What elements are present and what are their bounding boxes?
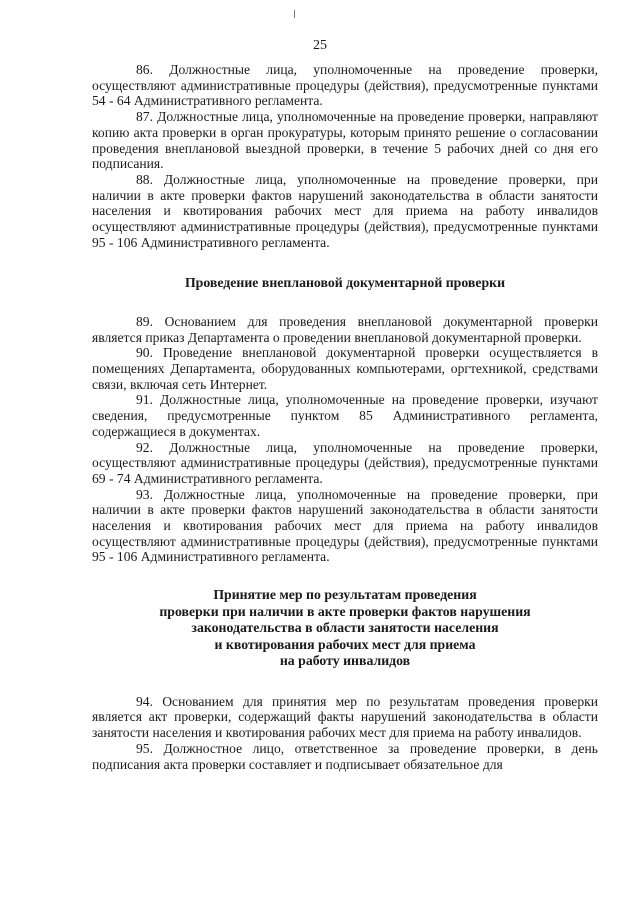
paragraph-94: 94. Основанием для принятия мер по результатам проведения проверки является акт проверки, содержащий факты нарушений законодательства в области занятости населения и квотирования рабочих мест для приема на работу инвалидов.: [92, 693, 598, 741]
paragraph-93: 93. Должностные лица, уполномоченные на проведение проверки, при наличии в акте проверки фактов нарушений законодательства в области занятости населения и квотирования рабочих мест для приема на работу инвалидов осуществляют административные процедуры (действия), предусмотренные пунктами 95 - 106 Административного регламента.: [92, 486, 598, 565]
paragraph-92: 92. Должностные лица, уполномоченные на проведение проверки, осуществляют административные процедуры (действия), предусмотренные пунктами 69 - 74 Административного регламента.: [92, 439, 598, 486]
document-body: [92, 62, 598, 772]
heading-line: Принятие мер по результатам проведения: [213, 587, 477, 603]
paragraph-89: 89. Основанием для проведения внеплановой документарной проверки является приказ Департамента о проведении внеплановой документарной проверки.: [92, 313, 598, 345]
paragraph-86: 86. Должностные лица, уполномоченные на проведение проверки, осуществляют административные процедуры (действия), предусмотренные пунктами 54 - 64 Административного регламента.: [92, 62, 598, 109]
section-heading-measures-on-results: [92, 587, 598, 670]
paragraph-88: 88. Должностные лица, уполномоченные на проведение проверки, при наличии в акте проверки фактов нарушений законодательства в области занятости населения и квотирования рабочих мест для приема на работу инвалидов осуществляют административные процедуры (действия), предусмотренные пунктами 95 - 106 Административного регламента.: [92, 171, 598, 250]
paragraph-91: 91. Должностные лица, уполномоченные на проведение проверки, изучают сведения, предусмотренные пунктом 85 Административного регламента, содержащиеся в документах.: [92, 392, 598, 439]
page-number: 25: [313, 38, 327, 53]
heading-line: проверки при наличии в акте проверки фактов нарушения: [159, 603, 531, 619]
heading-line: и квотирования рабочих мест для приема: [214, 636, 476, 652]
section-heading-unscheduled-documentary-check: [92, 275, 598, 292]
heading-line: Проведение внеплановой документарной проверки: [184, 275, 506, 291]
paragraph-95: 95. Должностное лицо, ответственное за проведение проверки, в день подписания акта проверки составляет и подписывает обязательное для: [92, 740, 598, 772]
paragraph-90: 90. Проведение внеплановой документарной проверки осуществляется в помещениях Департамента, оборудованных компьютерами, оргтехникой, средствами связи, включая сеть Интернет.: [92, 345, 598, 392]
paragraph-87: 87. Должностные лица, уполномоченные на проведение проверки, направляют копию акта проверки в орган прокуратуры, которым принято решение о согласовании проведения внеплановой выездной проверки, в течение 5 рабочих дней со дня его подписания.: [92, 109, 598, 172]
heading-line: законодательства в области занятости населения: [191, 620, 499, 636]
scan-mark: [294, 10, 295, 18]
heading-line: на работу инвалидов: [279, 653, 411, 669]
